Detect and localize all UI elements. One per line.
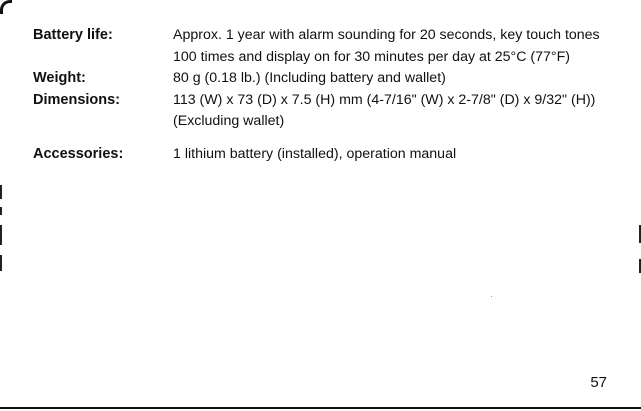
spec-label: Battery life: (33, 27, 113, 43)
bottom-rule (0, 407, 641, 409)
scan-corner-mark (0, 0, 12, 14)
specifications-list (33, 25, 623, 165)
page-number: 57 (590, 374, 607, 391)
spec-label: Accessories: (33, 145, 124, 162)
spec-row-dimensions (33, 90, 623, 133)
spec-value: 80 g (0.18 lb.) (Including battery and wallet) (173, 70, 446, 86)
spec-spacer (33, 133, 623, 144)
spec-label: Weight: (33, 70, 86, 86)
spec-row-weight (33, 68, 623, 90)
scan-edge-marks-left (0, 185, 2, 275)
spec-label: Dimensions: (33, 91, 121, 108)
scan-speck (491, 296, 492, 297)
spec-value: 113 (W) x 73 (D) x 7.5 (H) mm (4-7/16" (W) x 2-7/8" (D) x 9/32" (H)) (Excluding wallet) (173, 91, 596, 129)
spec-row-battery-life (33, 25, 623, 68)
spec-row-accessories (33, 144, 623, 166)
spec-value: Approx. 1 year with alarm sounding for 20 seconds, key touch tones 100 times and display on for 30 minutes per day at 25°C (77°F) (173, 27, 600, 65)
spec-value: 1 lithium battery (installed), operation manual (173, 145, 457, 162)
